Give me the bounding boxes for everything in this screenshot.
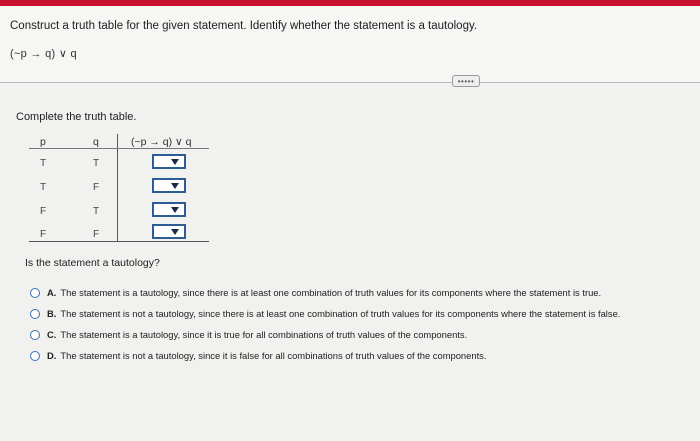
table-cell-p: F — [39, 229, 47, 240]
option-letter: A. — [47, 287, 57, 299]
table-instruction: Complete the truth table. — [16, 111, 137, 123]
option-text: The statement is not a tautology, since there is at least one combination of truth values for its components where the statement is false. — [60, 308, 621, 320]
expand-more-button[interactable]: ••••• — [452, 75, 480, 87]
section-divider — [0, 82, 700, 83]
option-letter: B. — [47, 308, 57, 320]
table-header-rule — [29, 148, 209, 149]
question-header — [0, 6, 700, 84]
triangle-down-icon — [171, 229, 179, 235]
radio-button[interactable] — [30, 351, 40, 361]
radio-button[interactable] — [30, 330, 40, 340]
radio-button[interactable] — [30, 309, 40, 319]
header-expression: (~p → q) ∨ q — [131, 136, 192, 148]
radio-button[interactable] — [30, 288, 40, 298]
table-vertical-rule — [117, 134, 118, 242]
option-text: The statement is a tautology, since there is at least one combination of truth values for its components where the statement is true. — [60, 287, 602, 299]
triangle-down-icon — [171, 207, 179, 213]
table-bottom-rule — [29, 241, 209, 242]
option-letter: D. — [47, 350, 57, 362]
header-q: q — [93, 136, 99, 148]
option-b[interactable] — [30, 307, 620, 319]
option-a[interactable] — [30, 286, 601, 298]
truth-value-dropdown[interactable] — [152, 178, 186, 193]
table-cell-q: T — [92, 206, 100, 217]
tautology-question: Is the statement a tautology? — [25, 257, 160, 269]
truth-value-dropdown[interactable] — [152, 224, 186, 239]
triangle-down-icon — [171, 183, 179, 189]
header-p: p — [40, 136, 46, 148]
truth-value-dropdown[interactable] — [152, 202, 186, 217]
table-cell-p: T — [39, 182, 47, 193]
option-text: The statement is not a tautology, since it is false for all combinations of truth values of the components. — [60, 350, 487, 362]
truth-value-dropdown[interactable] — [152, 154, 186, 169]
statement-expression: (~p → q) ∨ q — [10, 48, 77, 60]
table-cell-q: F — [92, 229, 100, 240]
option-letter: C. — [47, 329, 57, 341]
question-text: Construct a truth table for the given statement. Identify whether the statement is a tautology. — [10, 20, 478, 32]
triangle-down-icon — [171, 159, 179, 165]
table-cell-p: F — [39, 206, 47, 217]
table-cell-q: T — [92, 158, 100, 169]
option-text: The statement is a tautology, since it is true for all combinations of truth values of the components. — [60, 329, 468, 341]
option-c[interactable] — [30, 328, 467, 340]
option-d[interactable] — [30, 349, 486, 361]
table-cell-q: F — [92, 182, 100, 193]
table-cell-p: T — [39, 158, 47, 169]
